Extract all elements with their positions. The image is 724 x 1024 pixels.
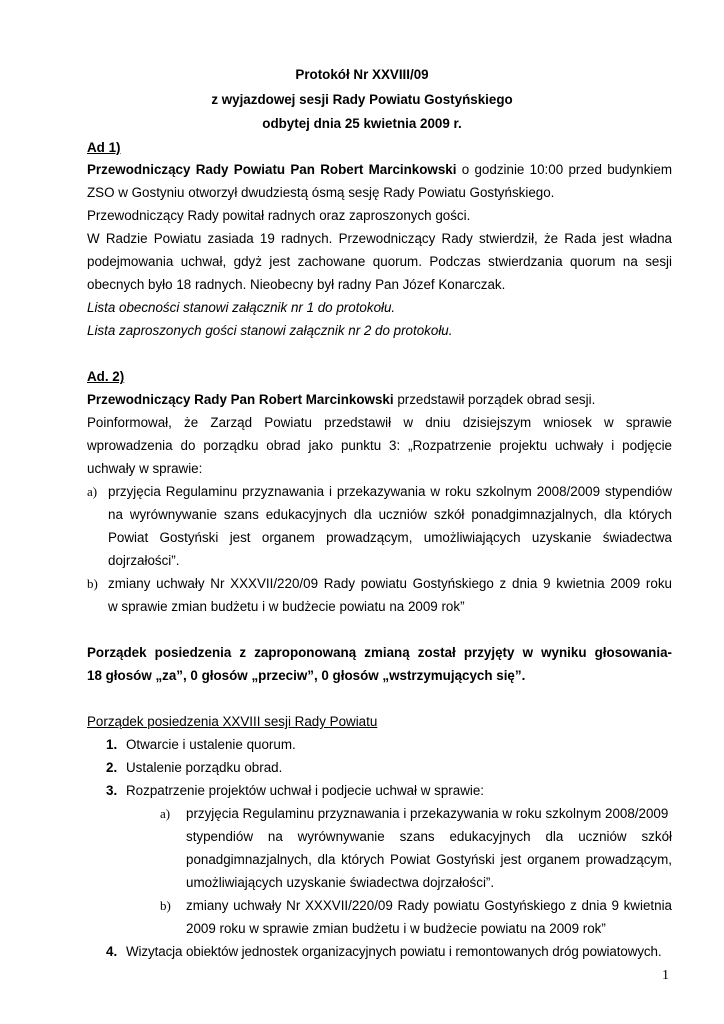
- title-line-1: Protokół Nr XXVIII/09: [295, 67, 429, 82]
- ad1-paragraph-3-line-3: obecnych było 18 radnych. Nieobecny był radny Pan Józef Konarczak.: [87, 277, 506, 292]
- agenda-item-2-number: 2.: [106, 760, 118, 775]
- ad1-paragraph-1-line-2: ZSO w Gostyniu otworzył dwudziestą ósmą sesję Rady Powiatu Gostyńskiego.: [87, 185, 555, 200]
- agenda-item-3-number: 3.: [106, 783, 118, 798]
- ad1-chairman-name: Przewodniczący Rady Powiatu Pan Robert Marcinkowski: [87, 162, 457, 177]
- vote-result-line-1: Porządek posiedzenia z zaproponowaną zmianą został przyjęty w wyniku głosowania-: [87, 645, 672, 660]
- agenda-sub-a-marker: a): [160, 806, 171, 821]
- agenda-heading: Porządek posiedzenia XXVIII sesji Rady Powiatu: [87, 714, 378, 729]
- page-number: 1: [662, 968, 669, 983]
- ad2-item-b-line-2: w sprawie zmian budżetu i w budżecie powiatu na 2009 rok”: [108, 599, 465, 614]
- agenda-item-4-number: 4.: [106, 944, 118, 959]
- ad2-item-a-line-1: przyjęcia Regulaminu przyznawania i przekazywania w roku szkolnym 2008/2009 stypendiów: [108, 484, 672, 499]
- agenda-item-1-number: 1.: [106, 737, 118, 752]
- agenda-sub-b-marker: b): [160, 898, 171, 913]
- agenda-sub-a-line-1: przyjęcia Regulaminu przyznawania i przekazywania w roku szkolnym 2008/2009: [186, 806, 669, 821]
- ad1-note-guests: Lista zaproszonych gości stanowi załącznik nr 2 do protokołu.: [87, 323, 453, 338]
- agenda-sub-a-line-4: umożliwiających uzyskanie świadectwa dojrzałości”.: [186, 875, 495, 890]
- ad1-paragraph-3-line-2: podejmowania uchwał, gdyż jest zachowane quorum. Podczas stwierdzania quorum na sesji: [87, 254, 672, 269]
- vote-result-line-2: 18 głosów „za”, 0 głosów „przeciw”, 0 głosów „wstrzymujących się”.: [87, 668, 526, 683]
- agenda-sub-a-line-2: stypendiów na wyrównywanie szans edukacyjnych dla uczniów szkół: [186, 829, 672, 844]
- ad2-heading: Ad. 2): [87, 369, 125, 384]
- ad1-paragraph-3-line-1: W Radzie Powiatu zasiada 19 radnych. Przewodniczący Rady stwierdził, że Rada jest władna: [87, 231, 672, 246]
- ad2-item-b-marker: b): [87, 576, 98, 591]
- ad2-p1-rest: przedstawił porządek obrad sesji.: [393, 392, 596, 407]
- ad2-paragraph-2-line-1: Poinformował, że Zarząd Powiatu przedstawił w dniu dzisiejszym wniosek w sprawie: [87, 415, 672, 430]
- agenda-item-3: Rozpatrzenie projektów uchwał i podjecie uchwał w sprawie:: [126, 783, 485, 798]
- ad2-paragraph-2-line-2: wprowadzenia do porządku obrad jako punktu 3: „Rozpatrzenie projektu uchwały i podjęcie: [87, 438, 672, 453]
- ad2-item-a-line-4: dojrzałości”.: [108, 553, 180, 568]
- ad1-note-attendance: Lista obecności stanowi załącznik nr 1 do protokołu.: [87, 300, 396, 315]
- title-line-3: odbytej dnia 25 kwietnia 2009 r.: [262, 116, 462, 131]
- ad2-item-b-line-1: zmiany uchwały Nr XXXVII/220/09 Rady powiatu Gostyńskiego z dnia 9 kwietnia 2009 roku: [108, 576, 672, 591]
- ad2-paragraph-1: [87, 392, 595, 408]
- ad1-paragraph-1-line-1: [87, 162, 672, 178]
- ad1-p1-rest: o godzinie 10:00 przed budynkiem: [456, 162, 672, 177]
- ad1-heading: Ad 1): [87, 140, 121, 155]
- ad2-chairman-name: Przewodniczący Rady Pan Robert Marcinkowski: [87, 392, 394, 407]
- agenda-item-2: Ustalenie porządku obrad.: [126, 760, 283, 775]
- ad2-item-a-marker: a): [87, 484, 98, 499]
- title-line-2: z wyjazdowej sesji Rady Powiatu Gostyńskiego: [211, 92, 513, 107]
- ad2-item-a-line-2: na wyrównywanie szans edukacyjnych dla uczniów szkół ponadgimnazjalnych, dla których: [108, 507, 672, 522]
- agenda-item-1: Otwarcie i ustalenie quorum.: [126, 737, 296, 752]
- agenda-sub-b-line-2: 2009 roku w sprawie zmian budżetu i w budżecie powiatu na 2009 rok”: [186, 921, 606, 936]
- agenda-item-4: Wizytacja obiektów jednostek organizacyjnych powiatu i remontowanych dróg powiatowych.: [126, 944, 662, 959]
- agenda-sub-b-line-1: zmiany uchwały Nr XXXVII/220/09 Rady powiatu Gostyńskiego z dnia 9 kwietnia: [186, 898, 672, 913]
- agenda-sub-a-line-3: ponadgimnazjalnych, dla których Powiat Gostyński jest organem prowadzącym,: [186, 852, 672, 867]
- ad2-item-a-line-3: Powiat Gostyński jest organem prowadzącym, umożliwiających uzyskanie świadectwa: [108, 530, 672, 545]
- ad1-paragraph-2: Przewodniczący Rady powitał radnych oraz zaproszonych gości.: [87, 208, 471, 223]
- ad2-paragraph-2-line-3: uchwały w sprawie:: [87, 461, 203, 476]
